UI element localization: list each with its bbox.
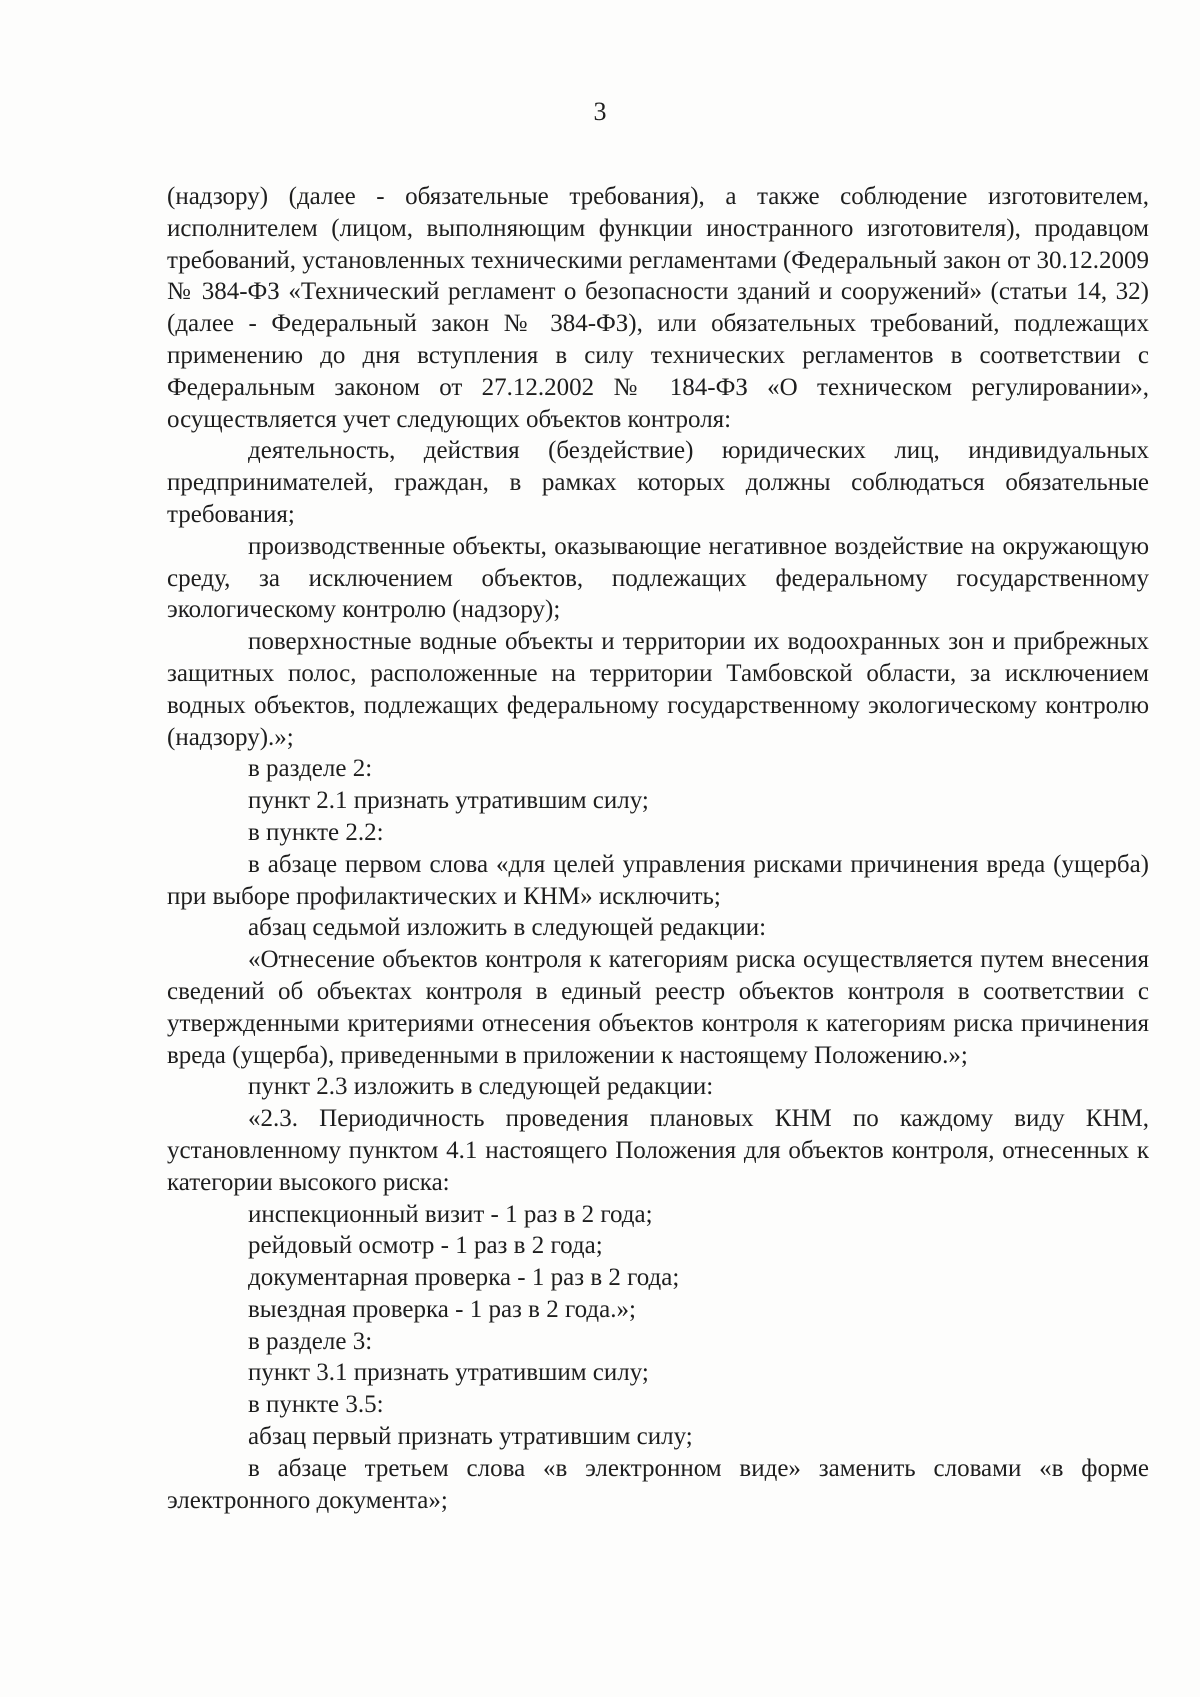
- paragraph-risk-categories: «Отнесение объектов контроля к категориям риска осуществляется путем внесения сведений об объектах контроля в единый реестр объектов контроля в соответствии с утвержденными критериями отнесения объектов контроля к категориям риска причинения вреда (ущерба), приведенными в приложении к настоящему Положению.»;: [167, 946, 1149, 1069]
- paragraph-section-2: в разделе 2:: [248, 755, 373, 783]
- document-body: [167, 181, 1149, 1516]
- paragraph-water-objects: поверхностные водные объекты и территории их водоохранных зон и прибрежных защитных полос, расположенные на территории Тамбовской области, за исключением водных объектов, подлежащих федеральному государственному экологическому контролю (надзору).»;: [167, 628, 1149, 751]
- paragraph-periodicity: «2.3. Периодичность проведения плановых КНМ по каждому виду КНМ, установленному пунктом 4.1 настоящего Положения для объектов контроля, отнесенных к категории высокого риска:: [167, 1105, 1149, 1196]
- paragraph-section-3: в разделе 3:: [248, 1327, 373, 1355]
- paragraph-first-subparagraph-void: абзац первый признать утратившим силу;: [248, 1423, 693, 1451]
- list-item-inspection-visit: инспекционный визит - 1 раз в 2 года;: [248, 1200, 653, 1228]
- paragraph-production-objects: производственные объекты, оказывающие негативное воздействие на окружающую среду, за исключением объектов, подлежащих федеральному государственному экологическому контролю (надзору);: [167, 532, 1149, 624]
- paragraph-seventh-subparagraph: абзац седьмой изложить в следующей редакции:: [248, 914, 767, 942]
- paragraph-item-3-5: в пункте 3.5:: [248, 1391, 384, 1419]
- paragraph-item-2-2: в пункте 2.2:: [248, 818, 384, 846]
- paragraph-third-subparagraph: в абзаце третьем слова «в электронном виде» заменить словами «в форме электронного документа»;: [167, 1454, 1149, 1514]
- list-item-raid-inspection: рейдовый осмотр - 1 раз в 2 года;: [248, 1232, 603, 1260]
- list-item-documentary-check: документарная проверка - 1 раз в 2 года;: [248, 1264, 680, 1292]
- page-number: 3: [593, 97, 607, 126]
- paragraph-intro: (надзору) (далее - обязательные требования), а также соблюдение изготовителем, исполнителем (лицом, выполняющим функции иностранного изготовителя), продавцом требований, установленных техническими регламентами (Федеральный закон от 30.12.2009 № 384-ФЗ «Технический регламент о безопасности зданий и сооружений» (статьи 14, 32) (далее - Федеральный закон № 384-ФЗ), или обязательных требований, подлежащих применению до дня вступления в силу технических регламентов в соответствии с Федеральным законом от 27.12.2002 № 184-ФЗ «О техническом регулировании», осуществляется учет следующих объектов контроля:: [167, 183, 1149, 433]
- paragraph-item-3-1: пункт 3.1 признать утратившим силу;: [248, 1359, 649, 1387]
- paragraph-item-2-1: пункт 2.1 признать утратившим силу;: [248, 787, 649, 815]
- paragraph-item-2-3: пункт 2.3 изложить в следующей редакции:: [248, 1073, 714, 1101]
- paragraph-first-subparagraph: в абзаце первом слова «для целей управления рисками причинения вреда (ущерба) при выборе профилактических и КНМ» исключить;: [167, 850, 1149, 910]
- paragraph-activities: деятельность, действия (бездействие) юридических лиц, индивидуальных предпринимателей, граждан, в рамках которых должны соблюдаться обязательные требования;: [167, 437, 1149, 528]
- list-item-field-check: выездная проверка - 1 раз в 2 года.»;: [248, 1295, 636, 1323]
